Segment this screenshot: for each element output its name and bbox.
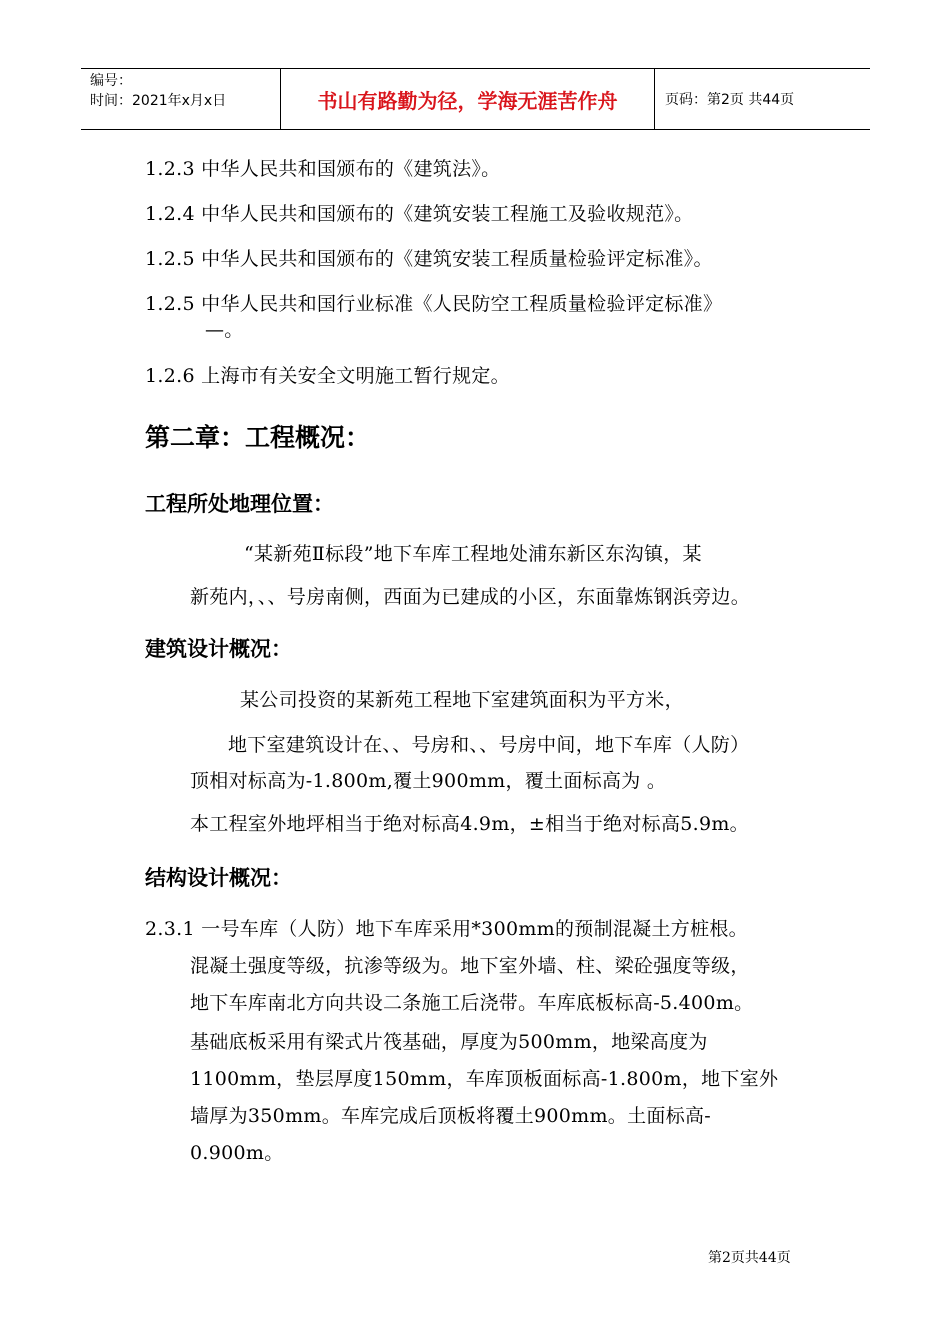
ref-item: 1.2.6 上海市有关安全文明施工暂行规定。 bbox=[145, 365, 510, 387]
structure-line: 基础底板采用有梁式片筏基础，厚度为500mm，地梁高度为 bbox=[190, 1031, 708, 1053]
structure-line: 2.3.1 一号车库（人防）地下车库采用*300mm的预制混凝土方桩根。 bbox=[145, 918, 748, 940]
structure-line: 0.900m。 bbox=[190, 1142, 284, 1164]
chapter-title: 第二章：工程概况： bbox=[145, 423, 371, 452]
date-label: 时间：2021年x月x日 bbox=[90, 93, 227, 109]
structure-line: 墙厚为350mm。车库完成后顶板将覆土900mm。土面标高- bbox=[190, 1105, 712, 1127]
architecture-line: 某公司投资的某新苑工程地下室建筑面积为平方米， bbox=[240, 689, 684, 711]
header-motto: 书山有路勤为径，学海无涯苦作舟 bbox=[281, 69, 655, 129]
page-footer: 第2页共44页 bbox=[708, 1250, 791, 1266]
ref-item: 1.2.3 中华人民共和国颁布的《建筑法》。 bbox=[145, 158, 501, 180]
section-heading-architecture: 建筑设计概况： bbox=[145, 637, 292, 661]
location-line: “某新苑Ⅱ标段”地下车库工程地处浦东新区东沟镇，某 bbox=[244, 543, 702, 565]
structure-line: 地下车库南北方向共设二条施工后浇带。车库底板标高-5.400m。 bbox=[190, 992, 754, 1014]
structure-line: 1100mm，垫层厚度150mm，车库顶板面标高-1.800m，地下室外 bbox=[190, 1068, 779, 1090]
header-meta bbox=[81, 69, 281, 129]
header-page-info: 页码：第2页 共44页 bbox=[665, 92, 795, 108]
architecture-line: 顶相对标高为-1.800m,覆土900mm，覆土面标高为 。 bbox=[190, 770, 667, 792]
ref-item: 1.2.5 中华人民共和国颁布的《建筑安装工程质量检验评定标准》。 bbox=[145, 248, 713, 270]
ref-item: 1.2.4 中华人民共和国颁布的《建筑安装工程施工及验收规范》。 bbox=[145, 203, 694, 225]
serial-label: 编号： bbox=[90, 73, 132, 89]
structure-line: 混凝土强度等级，抗渗等级为。地下室外墙、柱、梁砼强度等级， bbox=[190, 955, 750, 977]
ref-item-continuation: —。 bbox=[205, 319, 244, 341]
ref-item: 1.2.5 中华人民共和国行业标准《人民防空工程质量检验评定标准》 bbox=[145, 293, 723, 315]
section-heading-location: 工程所处地理位置： bbox=[145, 492, 334, 516]
architecture-line: 本工程室外地坪相当于绝对标高4.9m，±相当于绝对标高5.9m。 bbox=[190, 813, 749, 835]
section-heading-structure: 结构设计概况： bbox=[145, 866, 292, 890]
location-line: 新苑内，、、号房南侧，西面为已建成的小区，东面靠炼钢浜旁边。 bbox=[190, 586, 751, 608]
architecture-line: 地下室建筑设计在、、号房和、、号房中间，地下车库（人防） bbox=[228, 734, 750, 756]
page-header bbox=[81, 68, 870, 130]
